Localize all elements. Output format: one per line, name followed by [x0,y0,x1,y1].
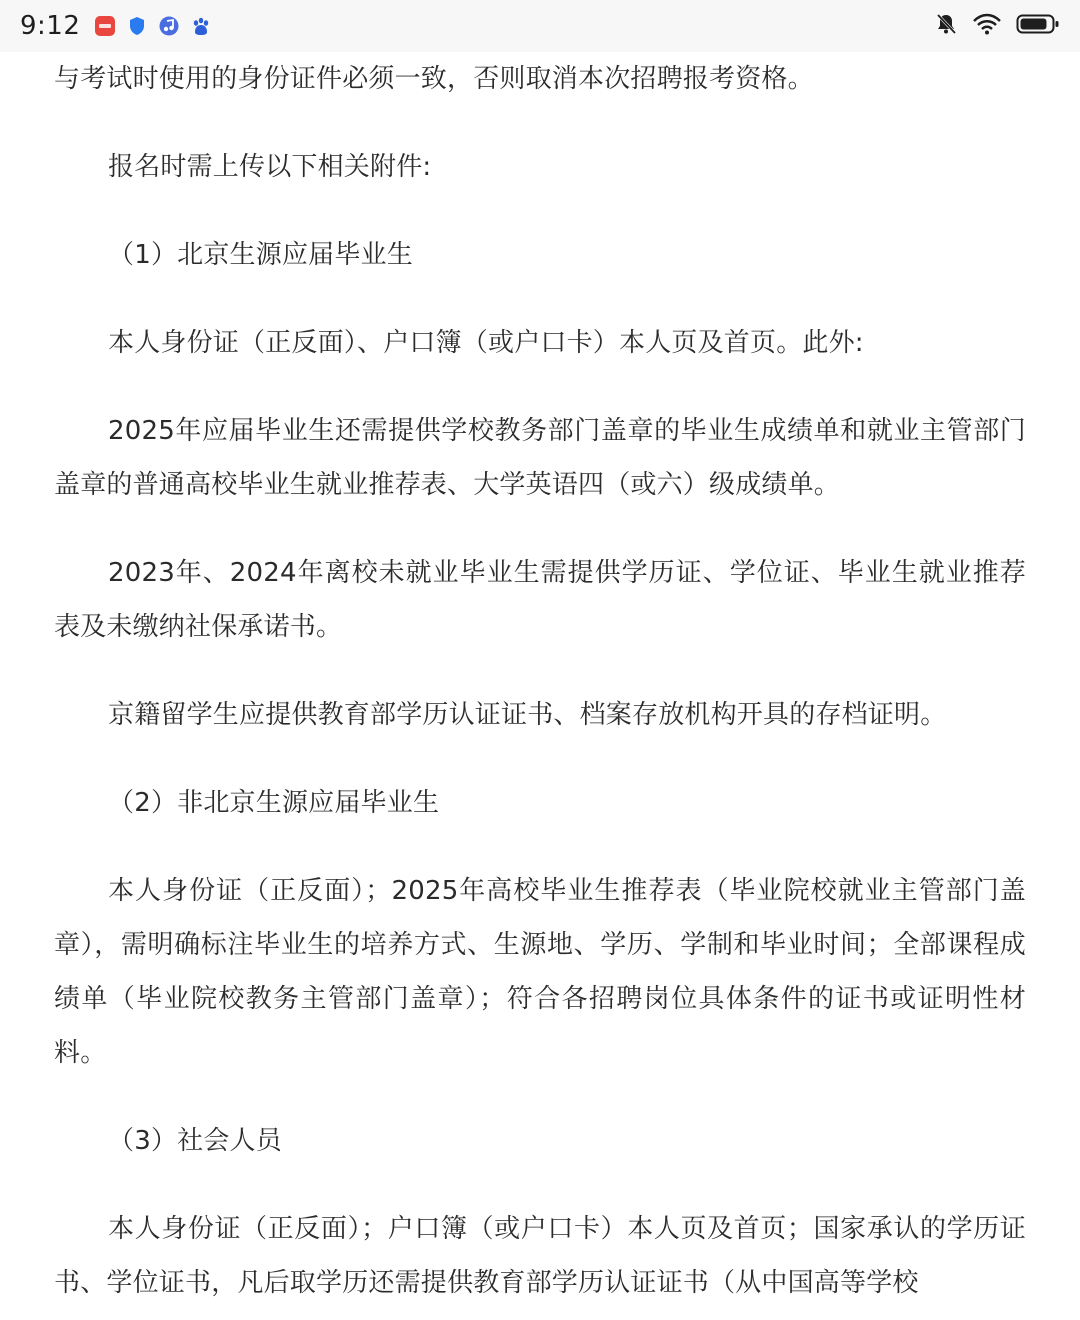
status-left [20,11,212,41]
section-heading-2: （2）非北京生源应届毕业生 [108,788,440,818]
baidu-icon [190,15,212,37]
paragraph: 2023年、2024年离校未就业毕业生需提供学历证、学位证、毕业生就业推荐表及未缴纳社保承诺书。 [54,558,1026,642]
article-content [54,52,1026,1310]
paragraph: 2025年应届毕业生还需提供学校教务部门盖章的毕业生成绩单和就业主管部门盖章的普通高校毕业生就业推荐表、大学英语四（或六）级成绩单。 [54,416,1026,500]
battery-icon [1016,12,1060,40]
section-heading-1: （1）北京生源应届毕业生 [108,240,413,270]
section-heading-3: （3）社会人员 [108,1126,282,1156]
app-badge-icon [94,15,116,37]
paragraph: 本人身份证（正反面）、户口簿（或户口卡）本人页及首页。此外: [108,328,864,358]
paragraph: 本人身份证（正反面）；户口簿（或户口卡）本人页及首页；国家承认的学历证书、学位证书，凡后取学历还需提供教育部学历认证证书（从中国高等学校 [54,1214,1026,1298]
wifi-icon [972,12,1002,40]
status-time: 9:12 [20,11,81,41]
status-bar [0,0,1080,52]
paragraph: 京籍留学生应提供教育部学历认证证书、档案存放机构开具的存档证明。 [108,700,947,730]
music-icon [158,15,180,37]
mute-bell-icon [934,12,958,40]
shield-icon [126,15,148,37]
status-right [934,12,1060,40]
attachments-intro: 报名时需上传以下相关附件: [108,152,432,182]
paragraph: 与考试时使用的身份证件必须一致，否则取消本次招聘报考资格。 [54,64,814,94]
paragraph: 本人身份证（正反面）；2025年高校毕业生推荐表（毕业院校就业主管部门盖章），需明确标注毕业生的培养方式、生源地、学历、学制和毕业时间；全部课程成绩单（毕业院校教务主管部门盖章）；符合各招聘岗位具体条件的证书或证明性材料。 [54,876,1026,1068]
